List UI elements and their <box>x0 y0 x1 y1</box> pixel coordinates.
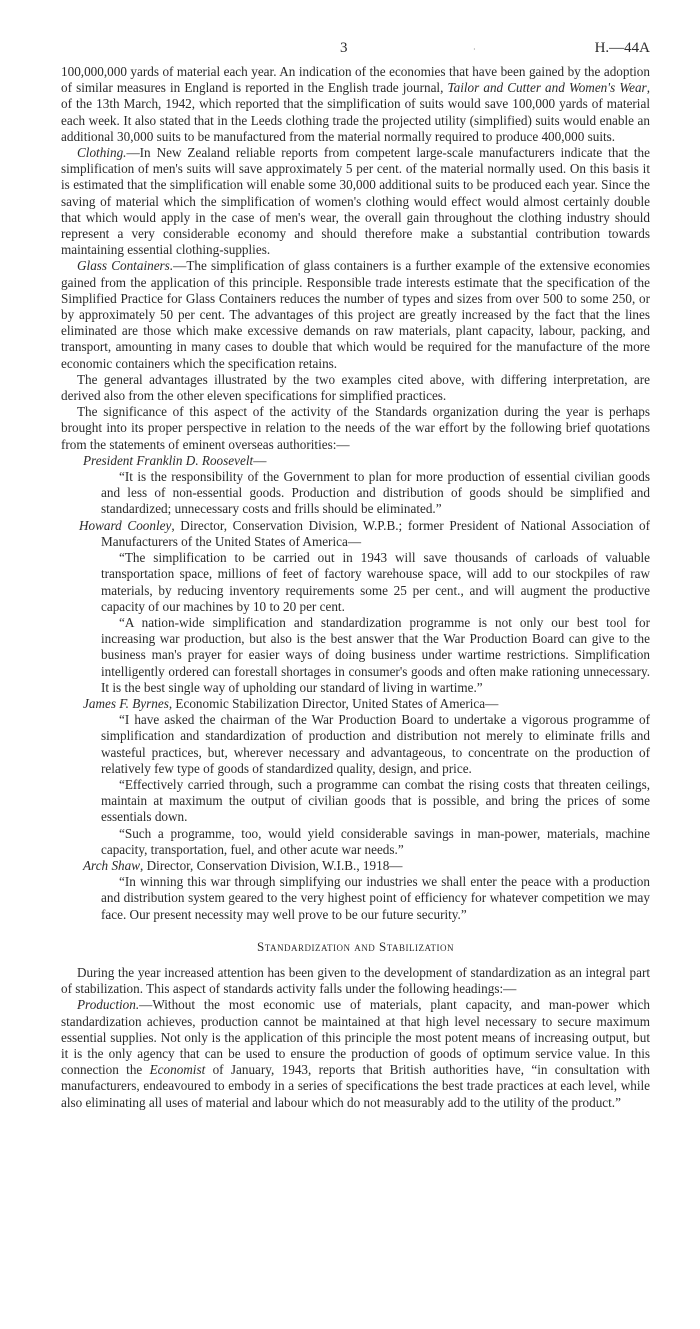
quote-shaw: “In winning this war through simplifying our industries we shall enter the peace with a production and distribution system geared to the very highest point of efficiency for whatever competition we may face. Our present necessity may well prove to be our future security.” <box>101 874 650 922</box>
paragraph-intro: 100,000,000 yards of material each year. An indication of the economies that have been gained by the adoption of similar measures in England is reported in the English trade journal, Tailor and Cutter and Women's Wear, of the 13th March, 1942, which reported that the simplification of suits would save 100,000 yards of material each week. It also stated that in the Leeds clothing trade the projected utility (simplified) suits would enable an additional 30,000 suits to be manufactured from the material normally required to produce 400,000 suits. <box>61 64 650 144</box>
speaker-shaw: Arch Shaw, Director, Conservation Division, W.I.B., 1918— <box>83 857 403 873</box>
quote-roosevelt: “It is the responsibility of the Government to plan for more production of essential civilian goods and less of non-essential goods. Production and distribution of goods should be simplified and standardized; unnecessary costs and frills should be eliminated.” <box>101 469 650 517</box>
quote-byrnes-2: “Effectively carried through, such a programme can combat the rising costs that threaten ceilings, maintain at maximum the output of civilian goods that is possible, and bring the prices of some essentials down. <box>101 776 650 825</box>
speaker-coonley: Howard Coonley, Director, Conservation Division, W.P.B.; former President of National Association of Manufacturers of the United States of America— <box>79 517 650 549</box>
quote-byrnes-3: “Such a programme, too, would yield considerable savings in man-power, materials, machine capacity, transportation, fuel, and other acute war needs.” <box>101 825 650 857</box>
quote-coonley-2: “A nation-wide simplification and standardization programme is not only our best tool for increasing war production, but also is the best answer that the War Production Board can give to the business man's prayer for easier ways of doing business under wartime restrictions. Simplification intelligently ordered can forestall shortages in consumer's goods and often make rationing unnecessary. It is the best single way of upholding our standard of living in wartime.” <box>101 614 650 695</box>
economist-title: Economist <box>149 1062 206 1078</box>
paragraph-significance: The significance of this aspect of the activity of the Standards organization during the year is perhaps brought into its proper perspective in relation to the needs of the war effort by the following brief quotations from the statements of eminent overseas authorities:— <box>61 404 650 452</box>
quote-coonley-1: “The simplification to be carried out in 1943 will save thousands of carloads of valuable transportation space, millions of feet of factory warehouse space, will add to our stockpiles of raw materials, by reducing inventory requirements some 25 per cent., and will augment the productive capacity of our machines by 10 to 20 per cent. <box>101 550 650 614</box>
paragraph-general: The general advantages illustrated by the two examples cited above, with differing interpretation, are derived also from the other eleven specifications for simplified practices. <box>61 371 650 404</box>
glass-heading: Glass Containers. <box>77 258 174 274</box>
page-header <box>61 40 650 64</box>
paragraph-glass: Glass Containers.—The simplification of glass containers is a further example of the extensive economies gained from the application of this principle. Responsible trade interests estimate that the specification of the Simplified Practice for Glass Containers reduces the number of types and sizes from over 500 to some 250, or by approximately 50 per cent. The advantages of this project are greatly increased by the fact that the lines eliminated are those which make excessive demands on raw materials, plant capacity, labour, packing, and transport, amounting in many cases to double that which would be required for the manufacture of the more economic containers which the specification retains. <box>61 258 650 371</box>
clothing-heading: Clothing. <box>77 145 127 161</box>
section-heading: Standardization and Stabilization <box>257 938 454 954</box>
page-number: 3 <box>340 40 348 56</box>
document-reference: H.—44A <box>594 40 650 56</box>
paragraph-section-intro: During the year increased attention has been given to the development of standardization as an integral part of stabilization. This aspect of standards activity falls under the following headings:— <box>61 964 650 997</box>
paragraph-production: Production.—Without the most economic use of materials, plant capacity, and man-power which standardization achieves, production cannot be maintained at that high level necessary to secure maximum essential supplies. Not only is the application of this principle the most potent means of increasing output, but it is the only agency that can be used to ensure the production of goods of optimum service value. In this connection the Economist of January, 1943, reports that British authorities have, “in consultation with manufacturers, endeavoured to embody in a series of specifications the best trade practices at each level, while also eliminating all uses of material and labour which do not measurably add to the utility of the product.” <box>61 997 650 1110</box>
speaker-roosevelt: President Franklin D. Roosevelt— <box>83 452 267 468</box>
production-heading: Production. <box>77 997 140 1013</box>
quote-byrnes-1: “I have asked the chairman of the War Production Board to undertake a vigorous programme of simplification and standardization of production and distribution not merely to eliminate frills and wasteful practices, but, wherever necessary and advantageous, to concentrate on the production of relatively few type of goods of standardized quality, design, and price. <box>101 712 650 776</box>
paragraph-clothing: Clothing.—In New Zealand reliable reports from competent large-scale manufacturers indicate that the simplification of men's suits will save approximately 5 per cent. of the material normally used. On this basis it is estimated that the simplification will enable some 30,000 additional suits to be produced each year. Since the saving of material which the simplification of women's clothing would effect would almost certainly double that which would apply in the case of men's wear, the overall gain throughout the clothing industry should represent a very considerable economy and should therefore make a substantial contribution towards maintaining essential clothing-supplies. <box>61 145 650 258</box>
journal-title: Tailor and Cutter and Women's Wear <box>447 80 647 96</box>
header-mark: · <box>473 45 476 54</box>
speaker-byrnes: James F. Byrnes, Economic Stabilization Director, United States of America— <box>83 695 499 711</box>
